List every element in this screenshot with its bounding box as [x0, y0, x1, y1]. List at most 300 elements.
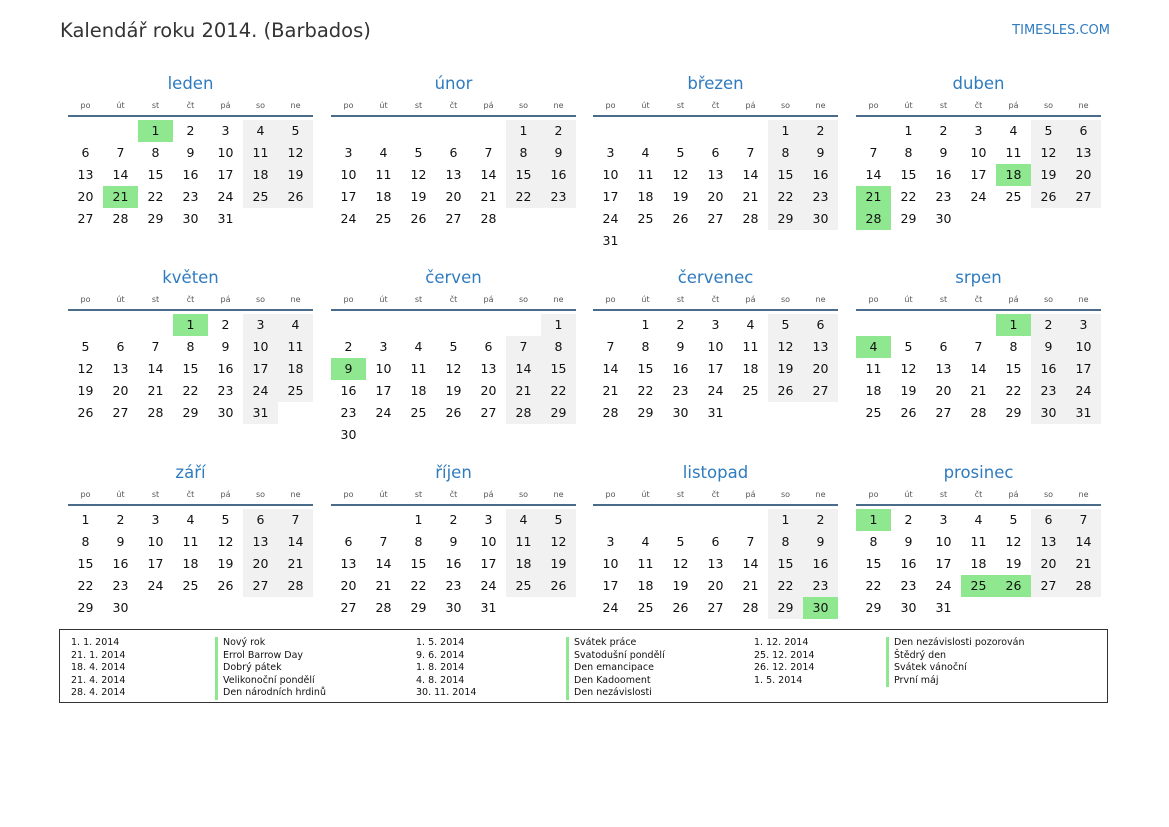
- day-cell: 3: [1066, 314, 1101, 336]
- day-cell: 20: [707, 578, 724, 593]
- day-cell: 12: [672, 556, 689, 571]
- day-cell: 28: [375, 600, 392, 615]
- day-cell: 1: [541, 314, 576, 336]
- weekday-label: pá: [483, 490, 494, 499]
- day-cell: 25: [182, 578, 199, 593]
- days-grid: [856, 120, 1101, 230]
- days-grid: [593, 120, 838, 252]
- day-cell: 26: [541, 575, 576, 597]
- weekday-label: so: [780, 490, 791, 499]
- day-cell: 24: [243, 380, 278, 402]
- day-cell: 17: [375, 383, 392, 398]
- empty-cell: [663, 509, 698, 531]
- day-cell: 18: [243, 164, 278, 186]
- day-cell: 27: [707, 600, 724, 615]
- day-cell: 26: [900, 405, 917, 420]
- day-cell: 16: [1031, 358, 1066, 380]
- holiday-date: 1. 8. 2014: [416, 662, 465, 673]
- day-cell: 14: [742, 556, 759, 571]
- day-cell: 2: [221, 317, 230, 332]
- weekday-header: [593, 98, 838, 114]
- header-rule: [593, 504, 838, 506]
- day-cell: 30: [900, 600, 917, 615]
- day-cell: 10: [935, 534, 952, 549]
- weekday-label: po: [343, 490, 354, 499]
- empty-cell: [856, 314, 891, 336]
- day-cell: 8: [81, 534, 90, 549]
- day-cell: 7: [869, 145, 878, 160]
- day-cell: 23: [182, 189, 199, 204]
- weekday-label: út: [641, 490, 650, 499]
- day-cell: 29: [768, 208, 803, 230]
- holiday-date: 28. 4. 2014: [71, 687, 126, 698]
- day-cell: 28: [480, 211, 497, 226]
- day-cell: 23: [803, 575, 838, 597]
- day-cell: 7: [746, 534, 755, 549]
- day-cell: 20: [707, 189, 724, 204]
- day-cell: 23: [1031, 380, 1066, 402]
- day-cell: 6: [939, 339, 948, 354]
- day-cell: 20: [803, 358, 838, 380]
- day-cell: 10: [217, 145, 234, 160]
- day-cell: 4: [278, 314, 313, 336]
- weekday-label: po: [868, 295, 879, 304]
- day-cell: 5: [676, 534, 685, 549]
- weekday-label: po: [605, 490, 616, 499]
- day-cell: 16: [672, 361, 689, 376]
- day-cell: 30: [935, 211, 952, 226]
- day-cell: 23: [672, 383, 689, 398]
- day-cell: 19: [768, 358, 803, 380]
- weekday-label: st: [676, 101, 685, 110]
- holiday-day-cell: 9: [331, 358, 366, 380]
- day-cell: 27: [445, 211, 462, 226]
- holiday-day-cell: 1: [173, 314, 208, 336]
- empty-cell: [733, 120, 768, 142]
- day-cell: 28: [506, 402, 541, 424]
- weekday-label: út: [904, 490, 913, 499]
- weekday-label: so: [1043, 295, 1054, 304]
- weekday-label: čt: [974, 295, 983, 304]
- day-cell: 12: [672, 167, 689, 182]
- empty-cell: [436, 120, 471, 142]
- day-cell: 10: [602, 556, 619, 571]
- weekday-label: pá: [745, 101, 756, 110]
- weekday-label: út: [379, 490, 388, 499]
- day-cell: 29: [637, 405, 654, 420]
- day-cell: 19: [445, 383, 462, 398]
- weekday-label: út: [904, 101, 913, 110]
- header-rule: [68, 309, 313, 311]
- day-cell: 20: [1031, 553, 1066, 575]
- day-cell: 24: [602, 600, 619, 615]
- weekday-label: ne: [290, 295, 301, 304]
- day-cell: 24: [147, 578, 164, 593]
- day-cell: 5: [676, 145, 685, 160]
- weekday-label: po: [80, 101, 91, 110]
- day-cell: 19: [900, 383, 917, 398]
- day-cell: 4: [1009, 123, 1018, 138]
- header-rule: [68, 504, 313, 506]
- day-cell: 12: [900, 361, 917, 376]
- day-cell: 18: [278, 358, 313, 380]
- day-cell: 9: [939, 145, 948, 160]
- weekday-label: po: [605, 295, 616, 304]
- weekday-label: čt: [711, 490, 720, 499]
- day-cell: 28: [602, 405, 619, 420]
- day-cell: 14: [970, 361, 987, 376]
- month-říjen: [331, 461, 576, 619]
- empty-cell: [401, 120, 436, 142]
- weekday-label: čt: [449, 295, 458, 304]
- day-cell: 3: [711, 317, 720, 332]
- holiday-day-cell: 26: [996, 575, 1031, 597]
- month-title: březen: [687, 74, 744, 93]
- holiday-day-cell: 21: [103, 186, 138, 208]
- weekday-label: pá: [220, 101, 231, 110]
- legend-date-column: [71, 637, 125, 700]
- weekday-label: st: [939, 490, 948, 499]
- weekday-label: st: [939, 101, 948, 110]
- holiday-day-cell: 28: [856, 208, 891, 230]
- month-srpen: [856, 266, 1101, 424]
- day-cell: 5: [768, 314, 803, 336]
- day-cell: 4: [506, 509, 541, 531]
- header-rule: [856, 115, 1101, 117]
- day-cell: 7: [278, 509, 313, 531]
- day-cell: 18: [637, 189, 654, 204]
- day-cell: 30: [803, 208, 838, 230]
- month-duben: [856, 72, 1101, 230]
- holiday-name: Svatodušní pondělí: [566, 650, 665, 663]
- day-cell: 27: [707, 211, 724, 226]
- day-cell: 10: [707, 339, 724, 354]
- day-cell: 20: [340, 578, 357, 593]
- weekday-label: ne: [553, 101, 564, 110]
- day-cell: 2: [803, 120, 838, 142]
- weekday-header: [856, 487, 1101, 503]
- day-cell: 6: [1031, 509, 1066, 531]
- holiday-date: 9. 6. 2014: [416, 649, 465, 661]
- day-cell: 15: [77, 556, 94, 571]
- weekday-header: [856, 98, 1101, 114]
- day-cell: 17: [147, 556, 164, 571]
- weekday-label: čt: [711, 295, 720, 304]
- day-cell: 29: [410, 600, 427, 615]
- empty-cell: [138, 314, 173, 336]
- day-cell: 26: [1031, 186, 1066, 208]
- header-rule: [593, 309, 838, 311]
- holiday-name: Den nezávislosti: [566, 687, 665, 700]
- day-cell: 13: [243, 531, 278, 553]
- day-cell: 21: [480, 189, 497, 204]
- weekday-label: pá: [483, 101, 494, 110]
- day-cell: 12: [278, 142, 313, 164]
- day-cell: 22: [637, 383, 654, 398]
- month-title: srpen: [955, 268, 1002, 287]
- weekday-label: pá: [220, 295, 231, 304]
- weekday-label: út: [641, 295, 650, 304]
- day-cell: 9: [803, 531, 838, 553]
- day-cell: 10: [340, 167, 357, 182]
- empty-cell: [628, 120, 663, 142]
- month-leden: [68, 72, 313, 230]
- month-únor: [331, 72, 576, 230]
- day-cell: 23: [217, 383, 234, 398]
- day-cell: 27: [1066, 186, 1101, 208]
- day-cell: 14: [1066, 531, 1101, 553]
- day-cell: 10: [480, 534, 497, 549]
- day-cell: 6: [344, 534, 353, 549]
- day-cell: 1: [768, 120, 803, 142]
- day-cell: 19: [672, 189, 689, 204]
- month-prosinec: [856, 461, 1101, 619]
- day-cell: 2: [449, 512, 458, 527]
- day-cell: 26: [77, 405, 94, 420]
- day-cell: 27: [112, 405, 129, 420]
- day-cell: 21: [506, 380, 541, 402]
- day-cell: 18: [375, 189, 392, 204]
- day-cell: 16: [803, 164, 838, 186]
- day-cell: 18: [970, 556, 987, 571]
- days-grid: [593, 509, 838, 619]
- day-cell: 2: [803, 509, 838, 531]
- month-březen: [593, 72, 838, 252]
- day-cell: 24: [935, 578, 952, 593]
- day-cell: 22: [541, 380, 576, 402]
- day-cell: 29: [768, 597, 803, 619]
- day-cell: 31: [602, 233, 619, 248]
- day-cell: 27: [77, 211, 94, 226]
- day-cell: 26: [217, 578, 234, 593]
- day-cell: 23: [935, 189, 952, 204]
- day-cell: 25: [1005, 189, 1022, 204]
- day-cell: 21: [278, 553, 313, 575]
- holiday-name: První máj: [886, 675, 1025, 688]
- weekday-header: [331, 98, 576, 114]
- day-cell: 11: [637, 167, 654, 182]
- day-cell: 6: [81, 145, 90, 160]
- weekday-label: so: [255, 490, 266, 499]
- holiday-name: Den nezávislosti pozorován: [886, 637, 1025, 650]
- day-cell: 11: [637, 556, 654, 571]
- day-cell: 11: [970, 534, 987, 549]
- holiday-day-cell: 1: [996, 314, 1031, 336]
- day-cell: 20: [935, 383, 952, 398]
- days-grid: [331, 120, 576, 230]
- day-cell: 4: [414, 339, 423, 354]
- day-cell: 13: [707, 556, 724, 571]
- day-cell: 9: [803, 142, 838, 164]
- weekday-label: ne: [553, 490, 564, 499]
- holiday-name: Den emancipace: [566, 662, 665, 675]
- day-cell: 6: [243, 509, 278, 531]
- day-cell: 22: [865, 578, 882, 593]
- day-cell: 14: [480, 167, 497, 182]
- weekday-header: [856, 292, 1101, 308]
- day-cell: 16: [541, 164, 576, 186]
- empty-cell: [471, 120, 506, 142]
- weekday-label: po: [605, 101, 616, 110]
- empty-cell: [628, 509, 663, 531]
- day-cell: 23: [900, 578, 917, 593]
- day-cell: 8: [641, 339, 650, 354]
- day-cell: 6: [449, 145, 458, 160]
- weekday-label: ne: [290, 101, 301, 110]
- day-cell: 9: [449, 534, 458, 549]
- day-cell: 23: [340, 405, 357, 420]
- day-cell: 2: [541, 120, 576, 142]
- day-cell: 28: [1066, 575, 1101, 597]
- day-cell: 21: [602, 383, 619, 398]
- day-cell: 13: [1066, 142, 1101, 164]
- day-cell: 21: [375, 578, 392, 593]
- day-cell: 15: [506, 164, 541, 186]
- weekday-label: pá: [1008, 490, 1019, 499]
- day-cell: 12: [541, 531, 576, 553]
- weekday-label: st: [151, 101, 160, 110]
- day-cell: 2: [344, 339, 353, 354]
- holiday-name: Nový rok: [215, 637, 326, 650]
- day-cell: 19: [541, 553, 576, 575]
- empty-cell: [698, 120, 733, 142]
- day-cell: 7: [379, 534, 388, 549]
- weekday-header: [593, 487, 838, 503]
- site-link[interactable]: TIMESLES.COM: [1012, 23, 1110, 38]
- weekday-label: út: [379, 101, 388, 110]
- day-cell: 27: [803, 380, 838, 402]
- day-cell: 31: [935, 600, 952, 615]
- header-rule: [856, 309, 1101, 311]
- day-cell: 17: [1066, 358, 1101, 380]
- weekday-header: [68, 98, 313, 114]
- day-cell: 11: [243, 142, 278, 164]
- day-cell: 15: [410, 556, 427, 571]
- day-cell: 23: [112, 578, 129, 593]
- weekday-label: čt: [974, 490, 983, 499]
- day-cell: 25: [742, 383, 759, 398]
- day-cell: 20: [1066, 164, 1101, 186]
- weekday-label: čt: [449, 490, 458, 499]
- holiday-date: 1. 12. 2014: [754, 637, 809, 648]
- holiday-date: 21. 4. 2014: [71, 674, 126, 686]
- day-cell: 17: [480, 556, 497, 571]
- weekday-label: út: [116, 101, 125, 110]
- day-cell: 13: [803, 336, 838, 358]
- day-cell: 5: [81, 339, 90, 354]
- weekday-label: pá: [483, 295, 494, 304]
- weekday-label: pá: [745, 490, 756, 499]
- weekday-label: út: [116, 295, 125, 304]
- day-cell: 7: [506, 336, 541, 358]
- day-cell: 20: [243, 553, 278, 575]
- day-cell: 2: [676, 317, 685, 332]
- day-cell: 23: [541, 186, 576, 208]
- day-cell: 6: [803, 314, 838, 336]
- day-cell: 1: [904, 123, 913, 138]
- month-title: září: [175, 463, 206, 482]
- legend-date-column: [754, 637, 814, 687]
- day-cell: 4: [641, 534, 650, 549]
- day-cell: 8: [506, 142, 541, 164]
- day-cell: 8: [768, 531, 803, 553]
- header-rule: [856, 504, 1101, 506]
- weekday-header: [331, 292, 576, 308]
- holiday-date: 1. 1. 2014: [71, 637, 120, 648]
- holiday-name: Štědrý den: [886, 650, 1025, 663]
- day-cell: 8: [1009, 339, 1018, 354]
- day-cell: 5: [414, 145, 423, 160]
- day-cell: 2: [186, 123, 195, 138]
- days-grid: [331, 314, 576, 446]
- weekday-label: ne: [815, 490, 826, 499]
- empty-cell: [366, 509, 401, 531]
- days-grid: [593, 314, 838, 424]
- day-cell: 15: [182, 361, 199, 376]
- holiday-date: 25. 12. 2014: [754, 649, 815, 661]
- month-title: říjen: [435, 463, 472, 482]
- weekday-label: st: [676, 295, 685, 304]
- page-title: Kalendář roku 2014. (Barbados): [60, 19, 371, 42]
- day-cell: 11: [742, 339, 759, 354]
- day-cell: 14: [742, 167, 759, 182]
- day-cell: 27: [480, 405, 497, 420]
- days-grid: [68, 509, 313, 619]
- day-cell: 3: [484, 512, 493, 527]
- day-cell: 31: [217, 211, 234, 226]
- day-cell: 24: [602, 211, 619, 226]
- weekday-label: ne: [553, 295, 564, 304]
- day-cell: 18: [637, 578, 654, 593]
- weekday-label: čt: [186, 490, 195, 499]
- weekday-label: so: [518, 101, 529, 110]
- month-title: červen: [425, 268, 482, 287]
- weekday-label: st: [151, 295, 160, 304]
- day-cell: 25: [865, 405, 882, 420]
- empty-cell: [733, 509, 768, 531]
- day-cell: 28: [742, 211, 759, 226]
- weekday-label: so: [780, 101, 791, 110]
- day-cell: 18: [742, 361, 759, 376]
- empty-cell: [698, 509, 733, 531]
- holiday-date: 18. 4. 2014: [71, 662, 126, 673]
- legend-name-column: [886, 637, 1025, 687]
- empty-cell: [891, 314, 926, 336]
- day-cell: 14: [112, 167, 129, 182]
- weekday-label: pá: [1008, 101, 1019, 110]
- holiday-legend: [59, 629, 1108, 703]
- day-cell: 14: [375, 556, 392, 571]
- day-cell: 19: [672, 578, 689, 593]
- day-cell: 22: [410, 578, 427, 593]
- day-cell: 22: [147, 189, 164, 204]
- day-cell: 30: [1031, 402, 1066, 424]
- day-cell: 10: [243, 336, 278, 358]
- weekday-label: čt: [449, 101, 458, 110]
- day-cell: 16: [803, 553, 838, 575]
- empty-cell: [68, 120, 103, 142]
- holiday-name: Svátek práce: [566, 637, 665, 650]
- weekday-label: so: [518, 490, 529, 499]
- day-cell: 12: [1031, 142, 1066, 164]
- day-cell: 29: [541, 402, 576, 424]
- day-cell: 6: [1066, 120, 1101, 142]
- day-cell: 30: [672, 405, 689, 420]
- day-cell: 30: [340, 427, 357, 442]
- day-cell: 26: [672, 600, 689, 615]
- day-cell: 22: [768, 575, 803, 597]
- day-cell: 19: [217, 556, 234, 571]
